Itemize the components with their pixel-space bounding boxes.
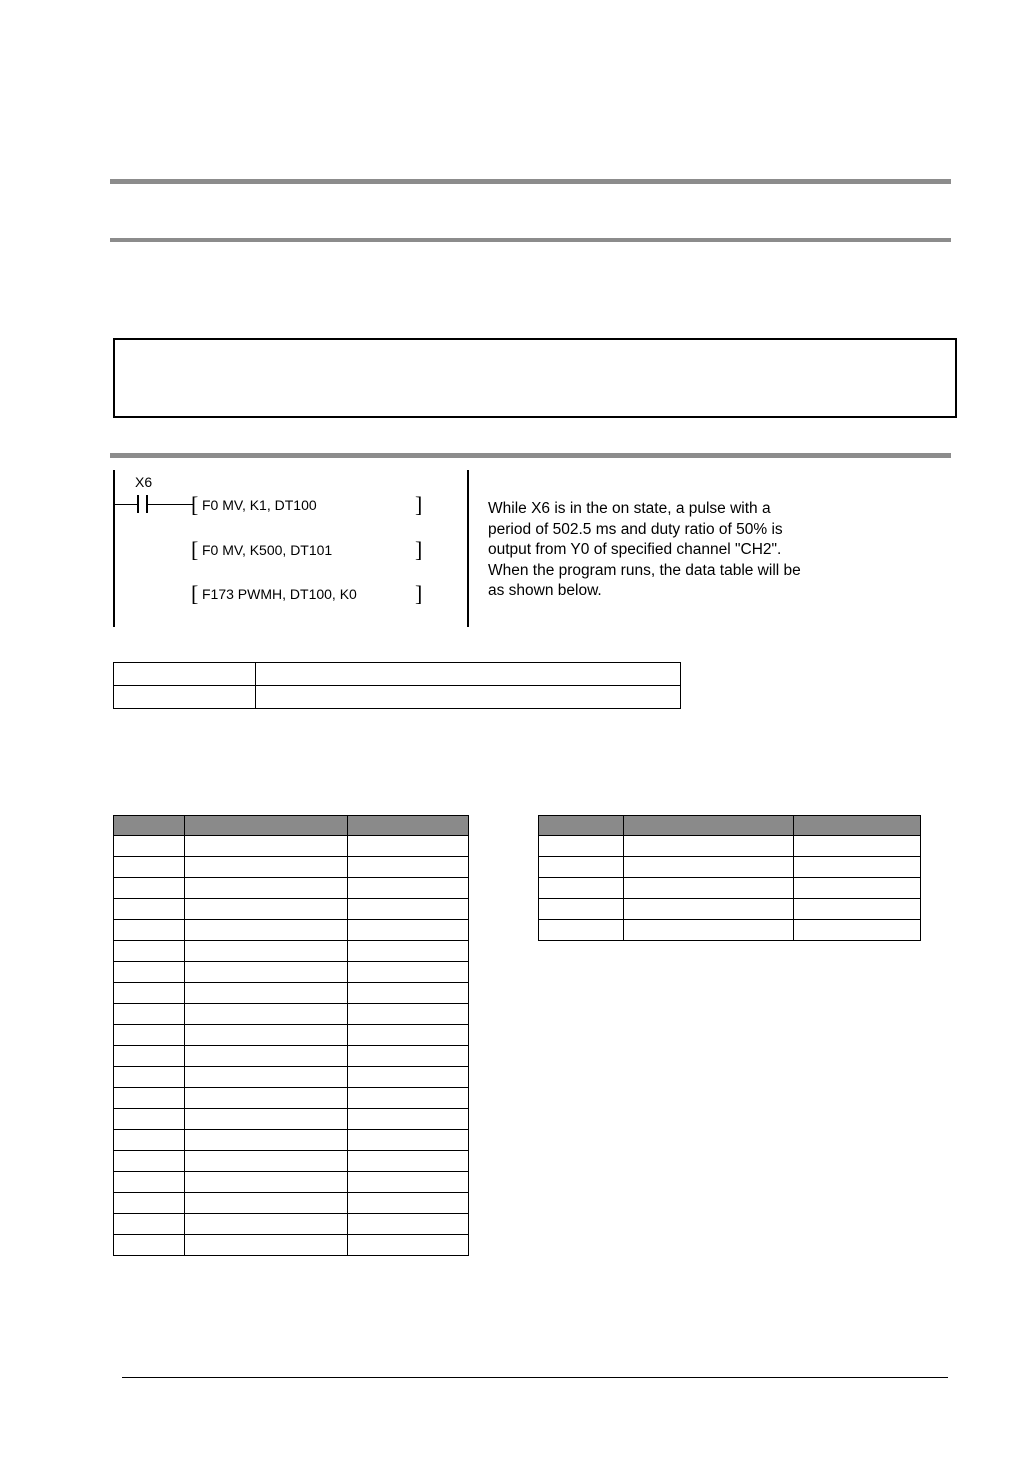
- table-cell: [794, 878, 921, 899]
- table-row: [114, 1130, 469, 1151]
- table-cell: [185, 1088, 348, 1109]
- table-cell: [185, 899, 348, 920]
- table-cell: [185, 1172, 348, 1193]
- table-cell: [348, 920, 469, 941]
- channel-info-table: [113, 662, 681, 709]
- table-cell: [539, 920, 624, 941]
- table-cell: [539, 836, 624, 857]
- table-row: [114, 1235, 469, 1256]
- table-cell: [185, 1046, 348, 1067]
- instruction-close-bracket-2: ]: [415, 537, 423, 562]
- table-cell: [348, 899, 469, 920]
- table-cell: [114, 1109, 185, 1130]
- table-cell: [114, 1130, 185, 1151]
- table-row: [114, 663, 681, 686]
- table-cell: [114, 1193, 185, 1214]
- column-header: [539, 816, 624, 836]
- table-row: [114, 1025, 469, 1046]
- table-cell: [114, 941, 185, 962]
- table-cell: [539, 878, 624, 899]
- description-line: While X6 is in the on state, a pulse with a: [488, 500, 771, 517]
- left-power-rail: [113, 470, 115, 627]
- table-row: [539, 899, 921, 920]
- table-row: [114, 686, 681, 709]
- column-header: [624, 816, 794, 836]
- table-cell: [185, 836, 348, 857]
- table-cell: [114, 920, 185, 941]
- table-cell: [348, 1151, 469, 1172]
- table-cell: [185, 1151, 348, 1172]
- table-cell: [114, 663, 256, 686]
- table-cell: [348, 983, 469, 1004]
- table-cell: [624, 878, 794, 899]
- table-cell: [185, 1193, 348, 1214]
- table-row: [114, 1109, 469, 1130]
- table-row: [114, 836, 469, 857]
- description-line: When the program runs, the data table will be: [488, 561, 801, 579]
- table-row: [114, 899, 469, 920]
- table-row: [539, 836, 921, 857]
- table-cell: [114, 962, 185, 983]
- table-row: [114, 920, 469, 941]
- instruction-close-bracket-1: ]: [415, 492, 423, 517]
- table-cell: [114, 878, 185, 899]
- table-cell: [185, 857, 348, 878]
- table-row: [539, 878, 921, 899]
- instruction-open-bracket-3: [: [191, 581, 199, 606]
- instruction-1: F0 MV, K1, DT100: [202, 497, 317, 513]
- instruction-open-bracket-1: [: [191, 492, 199, 517]
- table-cell: [114, 1067, 185, 1088]
- table-row: [539, 920, 921, 941]
- table-cell: [624, 920, 794, 941]
- table-cell: [114, 1025, 185, 1046]
- table-cell: [114, 1088, 185, 1109]
- instruction-3: F173 PWMH, DT100, K0: [202, 586, 357, 602]
- contact-label: X6: [135, 474, 153, 490]
- description-line: period of 502.5 ms and duty ratio of 50% is: [488, 520, 783, 538]
- table-cell: [114, 1214, 185, 1235]
- table-row: [114, 1088, 469, 1109]
- table-cell: [348, 1088, 469, 1109]
- table-cell: [114, 983, 185, 1004]
- table-row: [114, 1046, 469, 1067]
- table-cell: [348, 836, 469, 857]
- table-cell: [348, 941, 469, 962]
- table-row: [114, 878, 469, 899]
- description-line: output from Y0 of specified channel "CH2".: [488, 541, 782, 558]
- table-cell: [185, 1067, 348, 1088]
- example-rule: [110, 453, 951, 458]
- contact-symbol-left: [137, 495, 139, 513]
- description-line: as shown below.: [488, 582, 602, 599]
- table-cell: [114, 1235, 185, 1256]
- instruction-open-bracket-2: [: [191, 537, 199, 562]
- table-row: [114, 1193, 469, 1214]
- table-cell: [185, 1025, 348, 1046]
- table-cell: [348, 1025, 469, 1046]
- rung-wire-right: [148, 504, 194, 505]
- data-table-right: [538, 815, 921, 941]
- ladder-diagram: [113, 470, 473, 628]
- table-cell: [185, 1130, 348, 1151]
- table-cell: [348, 962, 469, 983]
- table-cell: [185, 1004, 348, 1025]
- table-cell: [348, 1067, 469, 1088]
- table-cell: [794, 899, 921, 920]
- table-cell: [348, 857, 469, 878]
- table-cell: [114, 857, 185, 878]
- table-row: [114, 1004, 469, 1025]
- table-header-row: [114, 816, 469, 836]
- table-cell: [624, 836, 794, 857]
- diagram-divider: [467, 470, 469, 627]
- table-cell: [348, 1109, 469, 1130]
- table-cell: [348, 1193, 469, 1214]
- table-cell: [794, 836, 921, 857]
- table-cell: [185, 1214, 348, 1235]
- table-cell: [185, 920, 348, 941]
- instruction-2: F0 MV, K500, DT101: [202, 542, 333, 558]
- table-cell: [114, 1046, 185, 1067]
- table-cell: [348, 1172, 469, 1193]
- table-cell: [114, 1172, 185, 1193]
- example-description: [488, 499, 858, 602]
- table-cell: [624, 899, 794, 920]
- table-cell: [539, 857, 624, 878]
- table-cell: [114, 836, 185, 857]
- table-row: [114, 1151, 469, 1172]
- table-cell: [348, 1046, 469, 1067]
- column-header: [794, 816, 921, 836]
- table-cell: [794, 857, 921, 878]
- section-top-rule: [110, 179, 951, 184]
- table-row: [114, 941, 469, 962]
- table-cell: [624, 857, 794, 878]
- table-cell: [114, 899, 185, 920]
- column-header: [114, 816, 185, 836]
- table-cell: [185, 962, 348, 983]
- table-cell: [256, 663, 681, 686]
- table-cell: [114, 1151, 185, 1172]
- table-cell: [348, 1130, 469, 1151]
- column-header: [348, 816, 469, 836]
- table-cell: [185, 878, 348, 899]
- table-row: [114, 1172, 469, 1193]
- table-row: [539, 857, 921, 878]
- table-cell: [256, 686, 681, 709]
- table-header-row: [539, 816, 921, 836]
- table-cell: [114, 686, 256, 709]
- note-box: [113, 338, 957, 418]
- table-row: [114, 962, 469, 983]
- table-cell: [348, 878, 469, 899]
- table-cell: [794, 920, 921, 941]
- section-title-underline: [110, 238, 951, 242]
- table-row: [114, 983, 469, 1004]
- footer-rule: [122, 1377, 948, 1378]
- data-table-left: [113, 815, 469, 1256]
- table-cell: [114, 1004, 185, 1025]
- table-cell: [348, 1235, 469, 1256]
- rung-wire-left: [115, 504, 137, 505]
- table-cell: [185, 941, 348, 962]
- table-cell: [348, 1004, 469, 1025]
- instruction-close-bracket-3: ]: [415, 581, 423, 606]
- table-cell: [539, 899, 624, 920]
- column-header: [185, 816, 348, 836]
- table-cell: [185, 1109, 348, 1130]
- table-cell: [185, 1235, 348, 1256]
- table-cell: [185, 983, 348, 1004]
- table-row: [114, 1214, 469, 1235]
- table-row: [114, 1067, 469, 1088]
- table-cell: [348, 1214, 469, 1235]
- table-row: [114, 857, 469, 878]
